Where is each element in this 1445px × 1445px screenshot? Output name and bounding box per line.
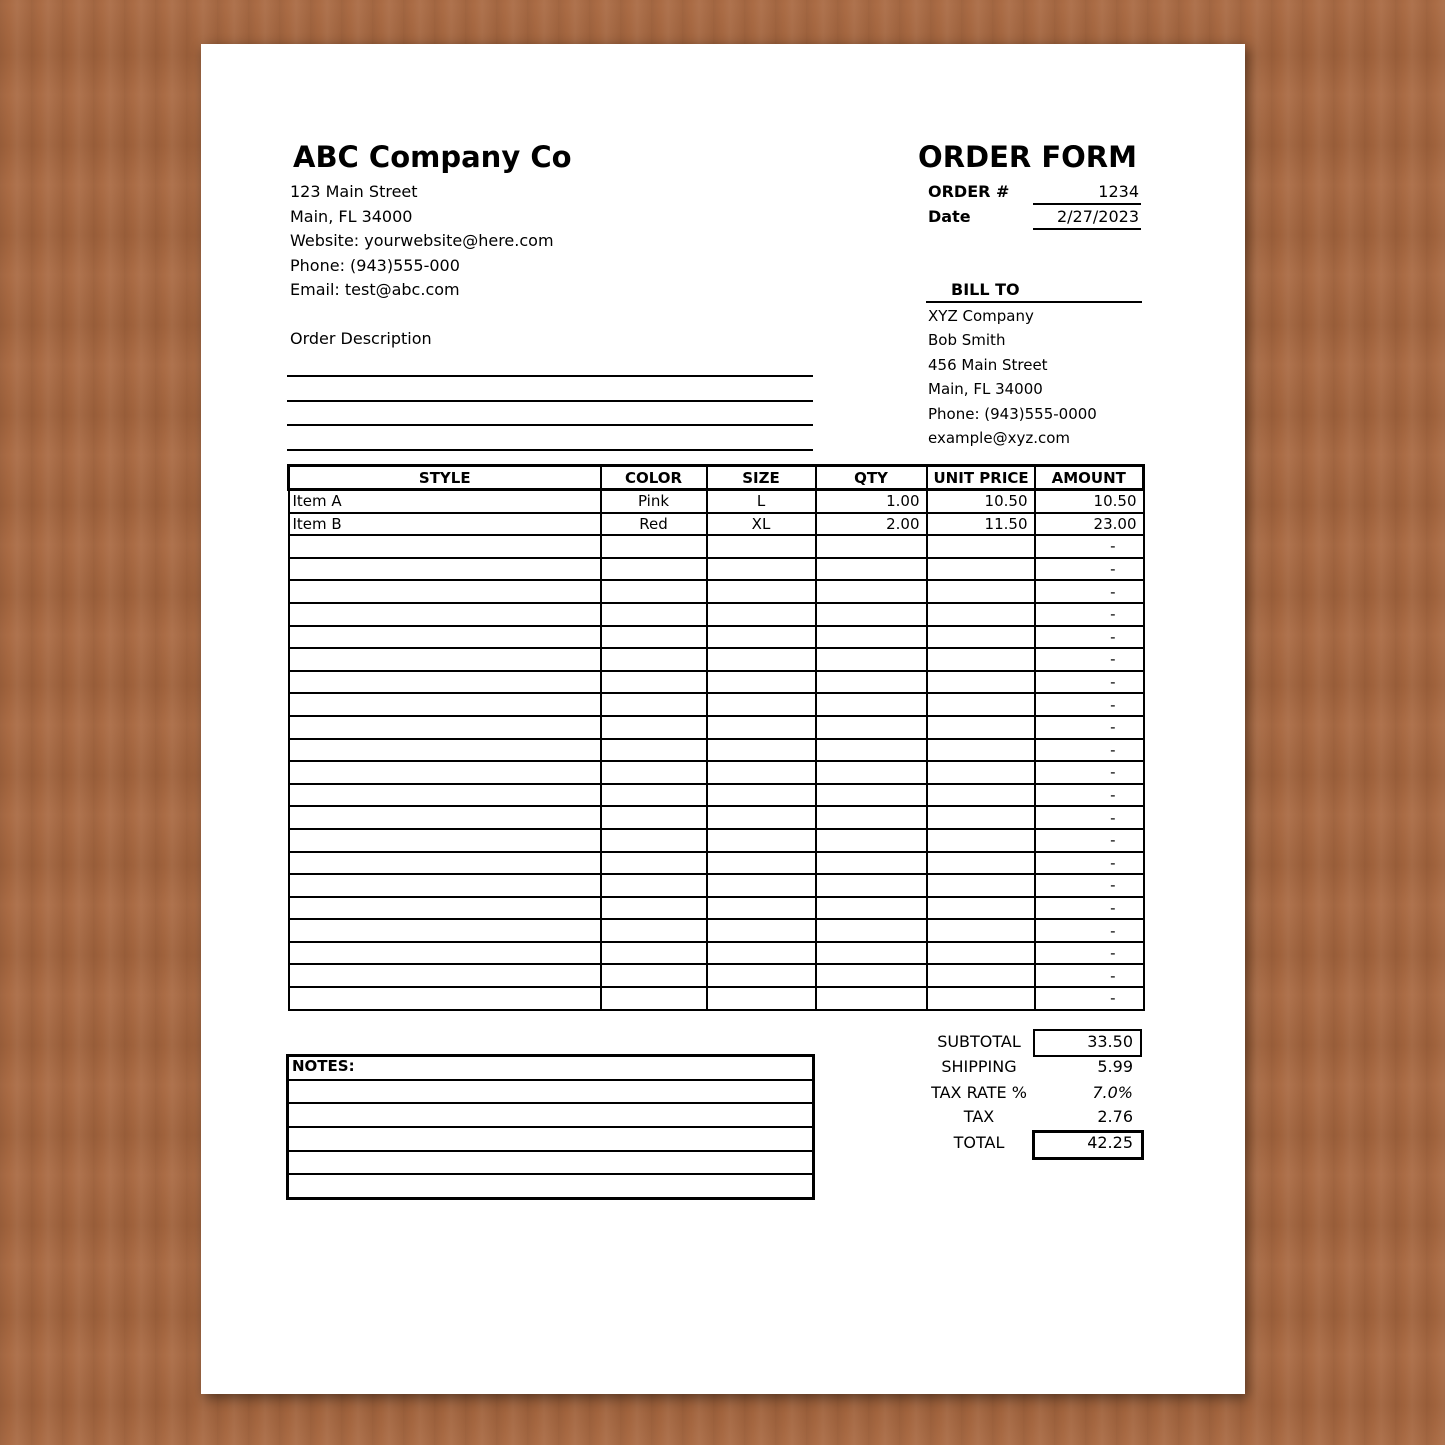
cell-unit-price[interactable] <box>927 897 1035 920</box>
order-description-line[interactable] <box>287 449 813 451</box>
cell-qty[interactable] <box>816 942 927 965</box>
notes-line[interactable] <box>288 1151 814 1175</box>
cell-qty[interactable] <box>816 739 927 762</box>
cell-size[interactable] <box>707 535 816 558</box>
subtotal-label: SUBTOTAL <box>937 1032 1021 1051</box>
cell-size[interactable] <box>707 806 816 829</box>
cell-unit-price[interactable] <box>927 716 1035 739</box>
cell-color[interactable] <box>601 964 707 987</box>
cell-size[interactable] <box>707 626 816 649</box>
cell-color[interactable] <box>601 739 707 762</box>
cell-unit-price[interactable] <box>927 987 1035 1010</box>
cell-style[interactable] <box>289 919 601 942</box>
cell-color[interactable] <box>601 942 707 965</box>
table-row <box>289 490 1144 513</box>
table-row <box>289 558 1144 581</box>
cell-amount[interactable]: - <box>1035 693 1144 716</box>
table-row <box>289 671 1144 694</box>
table-row <box>289 535 1144 558</box>
cell-color[interactable] <box>601 558 707 581</box>
cell-style[interactable] <box>289 852 601 875</box>
cell-color[interactable] <box>601 535 707 558</box>
cell-style[interactable] <box>289 535 601 558</box>
cell-amount[interactable]: - <box>1035 626 1144 649</box>
cell-color[interactable] <box>601 626 707 649</box>
cell-qty[interactable] <box>816 648 927 671</box>
tax-label: TAX <box>963 1107 995 1126</box>
tax-rate-value[interactable]: 7.0% <box>1092 1083 1133 1102</box>
cell-style[interactable]: Item A <box>289 490 601 513</box>
cell-unit-price[interactable] <box>927 603 1035 626</box>
cell-color[interactable] <box>601 761 707 784</box>
bill-to-line: Main, FL 34000 <box>928 380 1043 398</box>
cell-qty[interactable] <box>816 580 927 603</box>
total-value: 42.25 <box>1087 1133 1133 1152</box>
cell-qty[interactable] <box>816 535 927 558</box>
subtotal-value: 33.50 <box>1087 1032 1133 1051</box>
cell-amount[interactable]: - <box>1035 603 1144 626</box>
cell-style[interactable] <box>289 558 601 581</box>
cell-unit-price[interactable] <box>927 806 1035 829</box>
cell-qty[interactable] <box>816 806 927 829</box>
cell-unit-price[interactable]: 11.50 <box>927 513 1035 536</box>
date-label: Date <box>928 207 971 226</box>
column-header-amount: AMOUNT <box>1035 466 1144 490</box>
cell-style[interactable] <box>289 603 601 626</box>
cell-color[interactable] <box>601 874 707 897</box>
order-number-underline <box>1033 203 1141 205</box>
cell-amount[interactable]: - <box>1035 558 1144 581</box>
cell-unit-price[interactable] <box>927 942 1035 965</box>
cell-color[interactable] <box>601 603 707 626</box>
cell-color[interactable] <box>601 693 707 716</box>
notes-box[interactable] <box>286 1054 815 1200</box>
cell-color[interactable] <box>601 919 707 942</box>
cell-qty[interactable] <box>816 987 927 1010</box>
column-header-color: COLOR <box>601 466 707 490</box>
notes-line[interactable] <box>288 1103 814 1127</box>
cell-amount[interactable]: - <box>1035 739 1144 762</box>
table-row <box>289 580 1144 603</box>
cell-style[interactable] <box>289 648 601 671</box>
cell-size[interactable] <box>707 964 816 987</box>
cell-style[interactable] <box>289 716 601 739</box>
cell-qty[interactable] <box>816 874 927 897</box>
cell-size[interactable] <box>707 919 816 942</box>
cell-amount[interactable]: - <box>1035 716 1144 739</box>
cell-amount[interactable]: - <box>1035 761 1144 784</box>
cell-amount[interactable]: - <box>1035 829 1144 852</box>
cell-style[interactable]: Item B <box>289 513 601 536</box>
date-value[interactable]: 2/27/2023 <box>1056 207 1139 226</box>
cell-color[interactable] <box>601 897 707 920</box>
company-address-line1: 123 Main Street <box>290 182 418 201</box>
date-underline <box>1033 228 1141 230</box>
table-row <box>289 693 1144 716</box>
order-description-line[interactable] <box>287 400 813 402</box>
cell-amount[interactable]: - <box>1035 784 1144 807</box>
cell-unit-price[interactable] <box>927 558 1035 581</box>
cell-color[interactable]: Red <box>601 513 707 536</box>
cell-style[interactable] <box>289 942 601 965</box>
cell-style[interactable] <box>289 874 601 897</box>
cell-style[interactable] <box>289 739 601 762</box>
cell-style[interactable] <box>289 784 601 807</box>
cell-style[interactable] <box>289 829 601 852</box>
column-header-unit-price: UNIT PRICE <box>927 466 1035 490</box>
cell-style[interactable] <box>289 580 601 603</box>
cell-style[interactable] <box>289 964 601 987</box>
tax-rate-label: TAX RATE % <box>931 1083 1027 1102</box>
cell-size[interactable] <box>707 716 816 739</box>
order-number-label: ORDER # <box>928 182 1010 201</box>
table-row <box>289 784 1144 807</box>
cell-amount[interactable]: - <box>1035 874 1144 897</box>
table-row <box>289 874 1144 897</box>
notes-line[interactable] <box>288 1080 814 1104</box>
cell-size[interactable] <box>707 784 816 807</box>
table-row <box>289 897 1144 920</box>
cell-color[interactable] <box>601 671 707 694</box>
cell-unit-price[interactable] <box>927 671 1035 694</box>
order-description-label: Order Description <box>290 329 432 348</box>
table-row <box>289 829 1144 852</box>
cell-size[interactable] <box>707 558 816 581</box>
cell-style[interactable] <box>289 626 601 649</box>
bill-to-line: XYZ Company <box>928 307 1034 325</box>
cell-style[interactable] <box>289 761 601 784</box>
bill-to-line: example@xyz.com <box>928 429 1070 447</box>
cell-unit-price[interactable] <box>927 580 1035 603</box>
cell-unit-price[interactable] <box>927 626 1035 649</box>
cell-size[interactable] <box>707 603 816 626</box>
table-row <box>289 648 1144 671</box>
cell-qty[interactable] <box>816 716 927 739</box>
cell-qty[interactable]: 1.00 <box>816 490 927 513</box>
items-table <box>287 464 1145 1011</box>
shipping-label: SHIPPING <box>941 1057 1017 1076</box>
cell-size[interactable] <box>707 739 816 762</box>
cell-unit-price[interactable] <box>927 852 1035 875</box>
cell-amount[interactable]: - <box>1035 919 1144 942</box>
cell-color[interactable] <box>601 716 707 739</box>
cell-color[interactable] <box>601 580 707 603</box>
bill-to-line: Bob Smith <box>928 331 1006 349</box>
table-row <box>289 716 1144 739</box>
company-email: Email: test@abc.com <box>290 280 460 299</box>
notes-label: NOTES: <box>288 1056 814 1080</box>
cell-qty[interactable] <box>816 784 927 807</box>
cell-unit-price[interactable] <box>927 761 1035 784</box>
cell-amount[interactable]: - <box>1035 852 1144 875</box>
table-row <box>289 603 1144 626</box>
cell-unit-price[interactable] <box>927 648 1035 671</box>
cell-amount[interactable]: - <box>1035 942 1144 965</box>
table-row <box>289 739 1144 762</box>
order-form-page <box>201 44 1245 1394</box>
cell-amount[interactable]: 10.50 <box>1035 490 1144 513</box>
cell-size[interactable] <box>707 580 816 603</box>
company-address-line2: Main, FL 34000 <box>290 207 413 226</box>
total-label: TOTAL <box>953 1133 1005 1152</box>
company-name: ABC Company Co <box>293 140 572 174</box>
cell-unit-price[interactable] <box>927 784 1035 807</box>
table-row <box>289 761 1144 784</box>
table-row <box>289 919 1144 942</box>
cell-amount[interactable]: - <box>1035 535 1144 558</box>
cell-unit-price[interactable] <box>927 919 1035 942</box>
cell-qty[interactable] <box>816 897 927 920</box>
company-phone: Phone: (943)555-000 <box>290 256 460 275</box>
table-row <box>289 806 1144 829</box>
cell-unit-price[interactable] <box>927 693 1035 716</box>
cell-qty[interactable] <box>816 829 927 852</box>
cell-qty[interactable] <box>816 964 927 987</box>
table-row <box>289 942 1144 965</box>
form-title: ORDER FORM <box>918 140 1137 174</box>
tax-value: 2.76 <box>1097 1107 1133 1126</box>
cell-style[interactable] <box>289 693 601 716</box>
cell-amount[interactable]: - <box>1035 987 1144 1010</box>
table-row <box>289 964 1144 987</box>
order-description-line[interactable] <box>287 424 813 426</box>
cell-unit-price[interactable] <box>927 739 1035 762</box>
table-row <box>289 852 1144 875</box>
cell-amount[interactable]: - <box>1035 648 1144 671</box>
cell-unit-price[interactable] <box>927 964 1035 987</box>
cell-size[interactable] <box>707 693 816 716</box>
bill-to-label: BILL TO <box>951 280 1020 299</box>
items-table-header <box>289 466 1144 490</box>
notes-line[interactable] <box>288 1174 814 1198</box>
table-row <box>289 987 1144 1010</box>
cell-size[interactable] <box>707 829 816 852</box>
cell-qty[interactable] <box>816 626 927 649</box>
cell-amount[interactable]: - <box>1035 580 1144 603</box>
cell-color[interactable] <box>601 784 707 807</box>
cell-amount[interactable]: 23.00 <box>1035 513 1144 536</box>
cell-size[interactable]: XL <box>707 513 816 536</box>
bill-to-underline <box>926 301 1142 303</box>
cell-qty[interactable] <box>816 693 927 716</box>
company-website: Website: yourwebsite@here.com <box>290 231 554 250</box>
cell-color[interactable] <box>601 806 707 829</box>
cell-size[interactable] <box>707 942 816 965</box>
bill-to-line: 456 Main Street <box>928 356 1048 374</box>
order-number-value[interactable]: 1234 <box>1098 182 1139 201</box>
cell-amount[interactable]: - <box>1035 806 1144 829</box>
cell-size[interactable] <box>707 852 816 875</box>
cell-amount[interactable]: - <box>1035 897 1144 920</box>
cell-qty[interactable]: 2.00 <box>816 513 927 536</box>
bill-to-line: Phone: (943)555-0000 <box>928 405 1097 423</box>
cell-unit-price[interactable] <box>927 829 1035 852</box>
cell-color[interactable] <box>601 648 707 671</box>
cell-qty[interactable] <box>816 558 927 581</box>
cell-qty[interactable] <box>816 761 927 784</box>
cell-qty[interactable] <box>816 671 927 694</box>
cell-qty[interactable] <box>816 603 927 626</box>
cell-color[interactable] <box>601 829 707 852</box>
cell-amount[interactable]: - <box>1035 671 1144 694</box>
shipping-value[interactable]: 5.99 <box>1097 1057 1133 1076</box>
cell-qty[interactable] <box>816 919 927 942</box>
order-description-line[interactable] <box>287 375 813 377</box>
cell-color[interactable] <box>601 987 707 1010</box>
cell-qty[interactable] <box>816 852 927 875</box>
cell-style[interactable] <box>289 671 601 694</box>
cell-color[interactable] <box>601 852 707 875</box>
cell-style[interactable] <box>289 806 601 829</box>
cell-unit-price[interactable] <box>927 535 1035 558</box>
cell-size[interactable] <box>707 874 816 897</box>
cell-unit-price[interactable]: 10.50 <box>927 490 1035 513</box>
table-row <box>289 513 1144 536</box>
cell-style[interactable] <box>289 897 601 920</box>
cell-amount[interactable]: - <box>1035 964 1144 987</box>
column-header-qty: QTY <box>816 466 927 490</box>
cell-size[interactable] <box>707 987 816 1010</box>
cell-size[interactable] <box>707 897 816 920</box>
cell-size[interactable] <box>707 761 816 784</box>
cell-color[interactable]: Pink <box>601 490 707 513</box>
cell-size[interactable] <box>707 671 816 694</box>
column-header-size: SIZE <box>707 466 816 490</box>
table-row <box>289 626 1144 649</box>
column-header-style: STYLE <box>289 466 601 490</box>
cell-size[interactable] <box>707 648 816 671</box>
cell-size[interactable]: L <box>707 490 816 513</box>
notes-line[interactable] <box>288 1127 814 1151</box>
cell-style[interactable] <box>289 987 601 1010</box>
cell-unit-price[interactable] <box>927 874 1035 897</box>
